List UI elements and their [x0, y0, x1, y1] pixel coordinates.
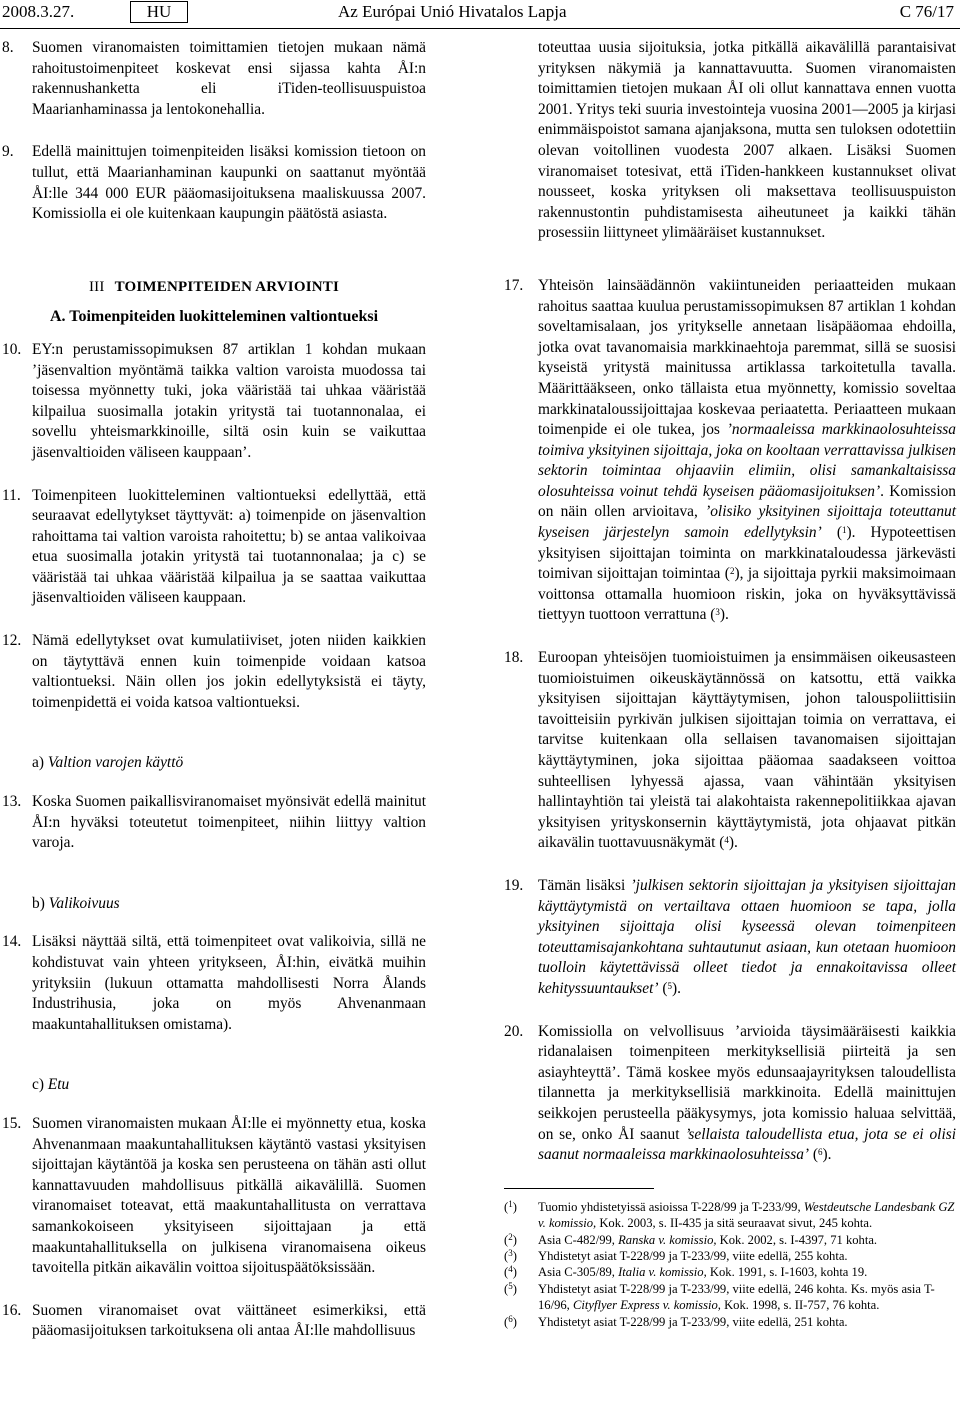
- footnote-ref: 4: [724, 835, 729, 846]
- paragraph-number: 12.: [2, 632, 22, 650]
- footnote-number: ($^6$): [504, 1313, 517, 1329]
- paragraph-text: Euroopan yhteisöjen tuomioistuimen ja ensimmäisen oikeusasteen tuomioistuimen oikeuskäytännössä on katsottu, että vaikka yksityisen sijoittajan käyttäytymisen, johon talouspoliittisiin tavoitteisiin pyrkivän julkisen sijoittajan toimia on verrattava, ei tarvitse kuitenkaan olla sellaisen tavanomaisen sijoittajan käyttäytyminen, joka sijoittaa pääomaa saadakseen voittoa suhteellisen lyhyessä ajassa, vaan vähintään yksityisen hallintayhtiön tai yleistä tai alakohtaista rakennepolitiikkaa ajavan yksityisen yrityskonsernin käyttäytymistä, jota ohjaavat pitkän aikavälin tuottavuusnäkymät ($^4$).: [538, 649, 956, 852]
- subsection-heading: A. Toimenpiteiden luokitteleminen valtiontueksi: [49, 308, 379, 326]
- footnote-ref: 5: [667, 980, 673, 991]
- section-title: TOIMENPITEIDEN ARVIOINTI: [114, 278, 340, 295]
- paragraph-number: 8.: [2, 39, 14, 56]
- footnote-number: ($^5$): [504, 1280, 517, 1296]
- footnote-number: ($^3$): [504, 1247, 517, 1263]
- right-column: [504, 38, 956, 1330]
- footnote: ($^3$) Yhdistetyt asiat T-228/99 ja T-233/99, viite edellä, 255 kohta.: [504, 1247, 848, 1263]
- paragraph-text: Suomen viranomaisten mukaan ÅI:lle ei myönnetty etua, koska Ahvenanmaan maakuntahallituksen käytäntö vastasi yksityisen sijoittajan käytäntöä ja koska sen perusteena on tähän asti ollut kannattavuuden mahdollisuus pitkällä aikavälillä. Suomen viranomaiset toteavat, että maakuntahallitusta on verrattava samankokoiseen yksityiseen sijoittajaan ja että maakuntahallituksella on julkisena viranomaisena oikeus tavoitella pitkän aikavälin voittoa sijoituspäätöksissään.: [32, 1114, 426, 1277]
- subheading-b: [32, 894, 426, 915]
- paragraph-number: 15.: [2, 1114, 22, 1132]
- paragraph-text: Komissiolla on velvollisuus ’arvioida täysimääräisesti kaikkia ridanalaisen toimenpiteen merkityksellisiä piirteitä ja sen asiayhteyttä’. Tämä koskee myös edunsaajayrityksen taloudellista tilannetta ja merkityksellisiä markkinoita. Edellä mainittujen seikkojen perusteella pääkysymys, jota komissio haluaa selvittää, on se, onko ÅI saanut ’sellaista taloudellista etua, jota se ei olisi saanut normaaleissa markkinaolosuhteissa’ ($^6$).: [538, 1022, 956, 1164]
- page-header: [0, 0, 960, 30]
- section-heading: [2, 277, 426, 298]
- paragraph-number: 20.: [504, 1022, 524, 1040]
- paragraph-15: [2, 1114, 426, 1279]
- paragraph-number: 13.: [2, 793, 22, 811]
- footnote-ref: 6: [818, 1147, 823, 1158]
- paragraph-number: 16.: [2, 1301, 22, 1319]
- paragraph-text: Nämä edellytykset ovat kumulatiiviset, joten niiden kaikkien on täytyttävä ennen kuin toimenpide voidaan katsoa valtiontueksi. Näin ollen jos jokin edellytyksistä ei täyty, toimenpidettä ei voida katsoa valtiontueksi.: [32, 632, 426, 711]
- footnote-ref: 2: [729, 566, 735, 577]
- footnote: ($^1$) Tuomio yhdistetyissä asioissa T-228/99 ja T-233/99, Westdeutsche Landesbank GZ v. komissio, Kok. 2003, s. II-435 ja sitä seuraavat sivut, 245 kohta.: [504, 1198, 955, 1231]
- footnote-divider: [504, 1188, 654, 1189]
- paragraph-8: [2, 38, 426, 120]
- paragraph-16: [2, 1301, 426, 1342]
- footnotes: [504, 1199, 956, 1330]
- paragraph-number: 14.: [2, 933, 22, 951]
- paragraph-text: Toimenpiteen luokitteleminen valtiontueksi edellyttää, että seuraavat edellytykset täyttyvät: a) toimenpide on jäsenvaltion rahoittama tai valtion varoista rahoitettu; b) se antaa valikoivaa etua suosimalla jotakin yritystä tai tuotannonalaa; ja c) se vääristää tai uhkaa vääristää kilpailua ja se saattaa vaikuttaa jäsenvaltioiden väliseen kauppaan.: [32, 486, 426, 607]
- footnote: ($^5$) Yhdistetyt asiat T-228/99 ja T-233/99, viite edellä, 246 kohta. Ks. myös asia T-16/96, Cityflyer Express v. komissio, Kok. 1998, s. II-757, 76 kohta.: [504, 1280, 935, 1313]
- subheading-title: Valtion varojen käyttö: [47, 754, 184, 772]
- header-publication-title: Az Európai Unió Hivatalos Lapja: [338, 2, 567, 21]
- footnote-number: ($^1$): [504, 1198, 517, 1214]
- footnote-number: ($^2$): [504, 1231, 517, 1247]
- header-language-code: HU: [130, 1, 188, 23]
- paragraph-20: [504, 1022, 956, 1166]
- paragraph-text: Edellä mainittujen toimenpiteiden lisäksi komission tietoon on tullut, että Maarianhaminan kaupunki on saattanut myöntää ÅI:lle 344 000 EUR pääomasijoituksena maaliskuussa 2007. Komissiolla ei ole kuitenkaan kaupungin päätöstä asiasta.: [32, 143, 426, 223]
- paragraph-9: [2, 142, 426, 224]
- paragraph-text: Tämän lisäksi ’julkisen sektorin sijoittajan ja yksityisen sijoittajan käyttäytymistä on vertailtava ottaen huomioon se tapa, jolla yksityinen sijoittaja olisi kyseessä olevan toimenpiteen toteuttamisajankohtana suhtautunut asiaan, kun otetaan huomioon tuolloin käytettävissä olleet tiedot ja ennakoitavissa olleet kehityssuuntaukset’ ($^5$).: [538, 876, 956, 997]
- subheading-title: Valikoivuus: [48, 894, 120, 912]
- paragraph-11: [2, 486, 426, 610]
- paragraph-number: 10.: [2, 340, 22, 358]
- subheading-label: a): [32, 754, 44, 772]
- footnote-ref: 3: [715, 607, 720, 618]
- subheading-c: [32, 1075, 426, 1096]
- header-date: 2008.3.27.: [2, 2, 75, 21]
- paragraph-text: Suomen viranomaisten toimittamien tietojen mukaan nämä rahoitustoimenpiteet koskevat ensi sijassa kahta ÅI:n rakennushanketta eli iTiden-teollisuuspuistoa Maarianhaminassa ja lentokonehallia.: [32, 39, 426, 118]
- paragraph-14: [2, 932, 426, 1035]
- subheading-label: c): [32, 1076, 44, 1094]
- paragraph-10: [2, 340, 426, 464]
- paragraph-19: [504, 876, 956, 1000]
- paragraph-number: 9.: [2, 143, 14, 161]
- paragraph-number: 18.: [504, 649, 524, 667]
- subheading-label: b): [32, 894, 45, 912]
- paragraph-number: 19.: [504, 876, 524, 894]
- paragraph-18: [504, 648, 956, 854]
- section-roman-numeral: III: [88, 278, 105, 295]
- footnote: ($^4$) Asia C-305/89, Italia v. komissio, Kok. 1991, s. I-1603, kohta 19.: [504, 1264, 868, 1280]
- left-column: [2, 38, 426, 1364]
- paragraph-16-continued: toteuttaa uusia sijoituksia, jotka pitkällä aikavälillä parantaisivat yrityksen näkymiä ja kannattavuutta. Suomen viranomaisten toimittamien tietojen mukaan ÅI oli ollut kannattava ennen vuotta 2001. Yritys teki suuria investointeja vuosina 2001—2005 ja kirjasi enimmäispoistot samana ajanjaksona, mutta sen tuloksen odotettiin olevan voitollinen vuodesta 2007 alkaen. Lisäksi Suomen viranomaiset totesivat, että iTiden-hankkeen kustannukset olivat nousseet, koska yrityksen oli maksettava teollisuuspuiston rakennustontin puhdistamisesta aiheutuneet ja kaikki tähän prosessiin liittyneet ylimääräiset kustannukset.: [538, 39, 956, 242]
- paragraph-text: Lisäksi näyttää siltä, että toimenpiteet ovat valikoivia, sillä ne kohdistuvat vain yhteen yritykseen, ÅI:hin, eivätkä muihin yrityksiin (lukuun ottamatta mahdollisesti Norra Ålands Industrihusia, joka on myös Ahvenanmaan maakuntahallituksen omistama).: [32, 933, 426, 1033]
- paragraph-text: Suomen viranomaiset ovat väittäneet esimerkiksi, että pääomasijoituksen tarkoituksena oli antaa ÅI:lle mahdollisuus: [32, 1301, 426, 1340]
- paragraph-12: [2, 631, 426, 713]
- paragraph-text: Yhteisön lainsäädännön vakiintuneiden periaatteiden mukaan rahoitus saattaa kuulua perustamissopimuksen 87 artiklan 1 kohdan soveltamisalaan, jos yritykselle annetaan lisäpääomaa ehdoilla, jotka ovat tavanomaisia markkinaehtoja paremmat, sillä se suosisi kyseistä yritystä mainitussa artiklassa tarkoitetulla tavalla. Määrittääkseen, onko tällaista etua myönnetty, komissio soveltaa markkinataloussijoittajaa koskevaa periaatetta. Periaatteen mukaan toimenpide ei ole tukea, jos ’normaaleissa markkinaolosuhteissa toimiva yksityinen sijoittaja, joka on kooltaan verrattavissa julkisen sektorin toimintaa ohjaaviin elimiin, olisi samankaltaisissa olosuhteissa voinut tehdä kyseisen pääomasijoituksen’. Komission on näin ollen arvioitava, ’olisiko yksityinen sijoittaja toteuttanut kyseisen järjestelyn samoin edellytyksin’ ($^1$). Hypoteettisen yksityisen sijoittajan toiminta on markkinataloudessa järkevästi toimivan sijoittajan toimintaa ($^2$), ja sijoittaja pyrkii maksimoimaan voittonsa ottamalla huomioon riskin, joka on hyväksyttävissä tiettyyn tuottoon verrattuna ($^3$).: [538, 276, 956, 624]
- footnote-ref: 1: [841, 525, 847, 536]
- footnote-number: ($^4$): [504, 1264, 517, 1280]
- paragraph-number: 17.: [504, 276, 524, 294]
- paragraph-13: [2, 792, 426, 854]
- header-page-number: C 76/17: [899, 2, 954, 21]
- footnote: ($^2$) Asia C-482/99, Ranska v. komissio, Kok. 2002, s. I-4397, 71 kohta.: [504, 1231, 878, 1247]
- subheading-a: [32, 753, 426, 774]
- header-rule: [0, 28, 960, 29]
- subheading-title: Etu: [47, 1076, 70, 1094]
- paragraph-text: Koska Suomen paikallisviranomaiset myönsivät edellä mainitut ÅI:n hyväksi toteutetut toimenpiteet, niihin liittyy valtion varoja.: [32, 793, 426, 852]
- paragraph-text: EY:n perustamissopimuksen 87 artiklan 1 kohdan mukaan ’jäsenvaltion myöntämä taikka valtion varoista muodossa tai toisessa myönnetty tuki, joka vääristää tai uhkaa vääristää kilpailua suosimalla jotakin yritystä tai tuotannonalaa, ei sovellu yhteismarkkinoille, siltä osin kuin se vaikuttaa jäsenvaltioiden väliseen kauppaan’.: [32, 340, 426, 461]
- footnote: ($^6$) Yhdistetyt asiat T-228/99 ja T-233/99, viite edellä, 251 kohta.: [504, 1313, 848, 1329]
- paragraph-17: [504, 276, 956, 626]
- paragraph-number: 11.: [2, 486, 21, 504]
